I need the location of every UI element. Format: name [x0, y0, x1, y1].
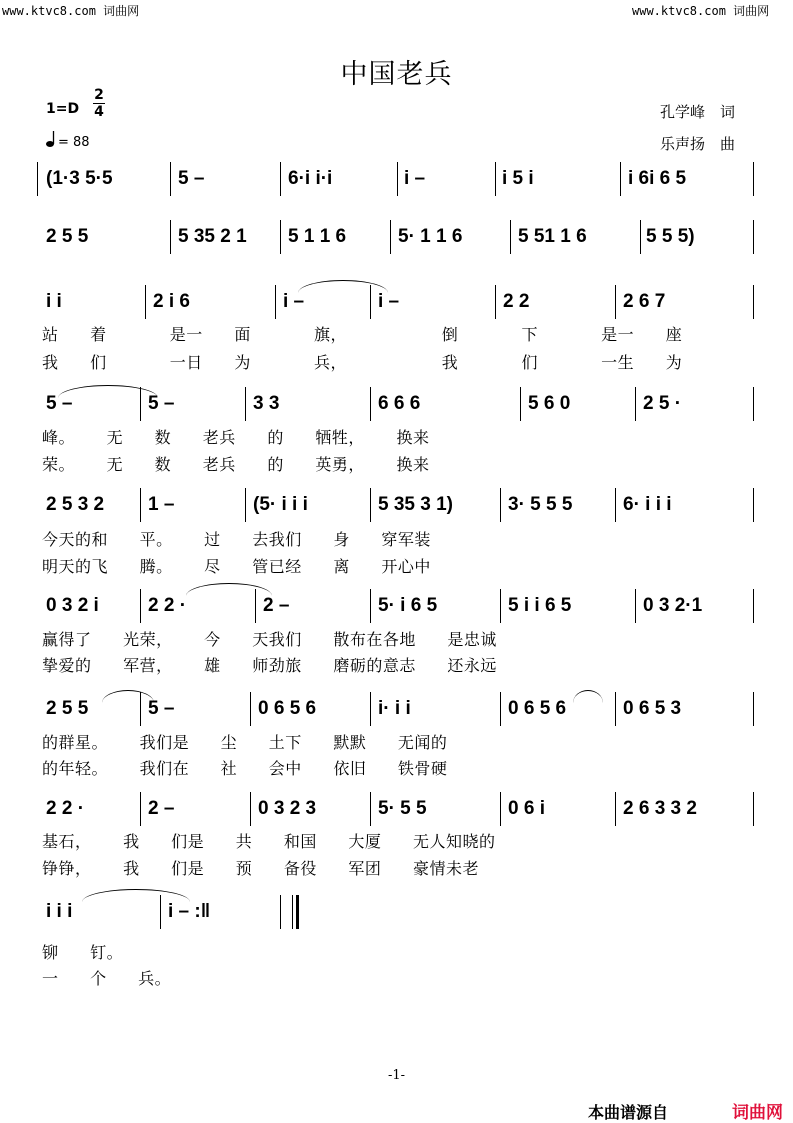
- watermark-left: www.ktvc8.com 词曲网: [2, 4, 140, 18]
- measure: (1·3 5·5: [46, 168, 113, 189]
- slur-mark: [186, 583, 272, 596]
- measure: 1 –: [148, 494, 175, 515]
- lyric-line: 挚爱的 军营， 雄 师劲旅 磨砺的意志 还永远: [42, 656, 497, 675]
- measure: 0 6 i: [508, 798, 545, 819]
- notation-row: [40, 218, 755, 258]
- lyricist-credit: 孔学峰 词: [660, 103, 736, 121]
- measure: i i: [46, 291, 62, 312]
- measure: 5 35 3 1): [378, 494, 453, 515]
- lyric-line: 铆 钉。: [42, 943, 124, 962]
- measure: 2 5 5: [46, 226, 89, 247]
- measure: 6·i i·i: [288, 168, 333, 189]
- bar-line: [37, 162, 38, 196]
- measure: 5 –: [178, 168, 205, 189]
- measure: (5· i i i: [253, 494, 308, 515]
- notation-row: [40, 486, 755, 526]
- measure: 5 6 0: [528, 393, 571, 414]
- lyric-line: 今天的和 平。 过 去我们 身 穿军装: [42, 530, 431, 549]
- measure: i· i i: [378, 698, 411, 719]
- staff-system: [40, 486, 755, 526]
- measure: 5 51 1 6: [518, 226, 587, 247]
- measure: 5· 1 1 6: [398, 226, 463, 247]
- lyric-line: 赢得了 光荣， 今 天我们 散布在各地 是忠诚: [42, 630, 497, 649]
- measure: 5 1 1 6: [288, 226, 347, 247]
- measure: 5 –: [148, 393, 175, 414]
- lyric-line: 我 们 一日 为 兵， 我 们 一生 为: [42, 353, 683, 372]
- measure: 6 6 6: [378, 393, 421, 414]
- time-signature: [93, 88, 105, 119]
- slur-mark: [82, 889, 190, 902]
- footer-source-label: 本曲谱源自: [588, 1103, 669, 1122]
- measure: 2 –: [263, 595, 290, 616]
- measure: 2 6 7: [623, 291, 666, 312]
- measure: 3 3: [253, 393, 280, 414]
- notation-row: [40, 790, 755, 830]
- measure: 5 35 2 1: [178, 226, 247, 247]
- lyric-line: 的群星。 我们是 尘 土下 默默 无闻的: [42, 733, 448, 752]
- measure: 2 5 5: [46, 698, 89, 719]
- lyric-line: 峰。 无 数 老兵 的 牺牲， 换来: [42, 428, 430, 447]
- measure: i –: [283, 291, 305, 312]
- measure: 5 i i 6 5: [508, 595, 572, 616]
- staff-system: [40, 218, 755, 258]
- measure: 2 2: [503, 291, 530, 312]
- measure: i i i: [46, 901, 73, 922]
- final-barline: [292, 895, 299, 929]
- key-signature: 1=D: [46, 101, 80, 117]
- lyric-line: 荣。 无 数 老兵 的 英勇， 换来: [42, 455, 430, 474]
- slur-mark: [298, 280, 388, 293]
- measure: 0 6 5 6: [508, 698, 567, 719]
- time-signature-bottom: 4: [94, 104, 104, 120]
- lyric-line: 一 个 兵。: [42, 969, 172, 988]
- measure: 5 –: [46, 393, 73, 414]
- lyric-line: 铮铮， 我 们是 预 备役 军团 豪情未老: [42, 859, 480, 878]
- notation-row: [40, 587, 755, 627]
- measure: 3· 5 5 5: [508, 494, 573, 515]
- measure: 5 5 5): [646, 226, 695, 247]
- measure: 2 6 3 3 2: [623, 798, 697, 819]
- measure: 2 5 3 2: [46, 494, 105, 515]
- measure: 2 i 6: [153, 291, 190, 312]
- measure: 0 3 2 3: [258, 798, 317, 819]
- measure: i –: [404, 168, 426, 189]
- measure: 0 6 5 6: [258, 698, 317, 719]
- composer-credit: 乐声扬 曲: [660, 135, 736, 153]
- footer-brand-logo: 词曲网: [732, 1103, 783, 1123]
- staff-system: [40, 790, 755, 830]
- measure: 0 3 2 i: [46, 595, 99, 616]
- measure: 2 5 ·: [643, 393, 682, 414]
- lyric-line: 明天的飞 腾。 尽 管已经 离 开心中: [42, 557, 431, 576]
- staff-system: [40, 587, 755, 627]
- measure: 0 6 5 3: [623, 698, 682, 719]
- notation-row: [40, 160, 755, 200]
- staff-system: [40, 283, 755, 323]
- measure: i – :‖: [168, 901, 211, 922]
- quarter-note-icon: [46, 130, 56, 148]
- watermark-right: www.ktvc8.com 词曲网: [632, 4, 770, 18]
- measure: 5· i 6 5: [378, 595, 438, 616]
- measure: 2 2 ·: [148, 595, 187, 616]
- time-signature-top: 2: [94, 87, 104, 103]
- measure: i –: [378, 291, 400, 312]
- lyric-line: 的年轻。 我们在 社 会中 依旧 铁骨硬: [42, 759, 448, 778]
- lyric-line: 站 着 是一 面 旗， 倒 下 是一 座: [42, 325, 683, 344]
- measure: 6· i i i: [623, 494, 672, 515]
- measure: 2 2 ·: [46, 798, 85, 819]
- page-number: -1-: [387, 1068, 406, 1083]
- measure: i 6i 6 5: [628, 168, 687, 189]
- measure: 5· 5 5: [378, 798, 427, 819]
- staff-system: [40, 160, 755, 200]
- lyric-line: 基石， 我 们是 共 和国 大厦 无人知晓的: [42, 832, 496, 851]
- measure: 0 3 2·1: [643, 595, 703, 616]
- measure: 5 –: [148, 698, 175, 719]
- page-title: 中国老兵: [340, 59, 453, 90]
- measure: 2 –: [148, 798, 175, 819]
- notation-row: [40, 283, 755, 323]
- measure: i 5 i: [502, 168, 534, 189]
- tempo-marking: = 88: [58, 135, 90, 150]
